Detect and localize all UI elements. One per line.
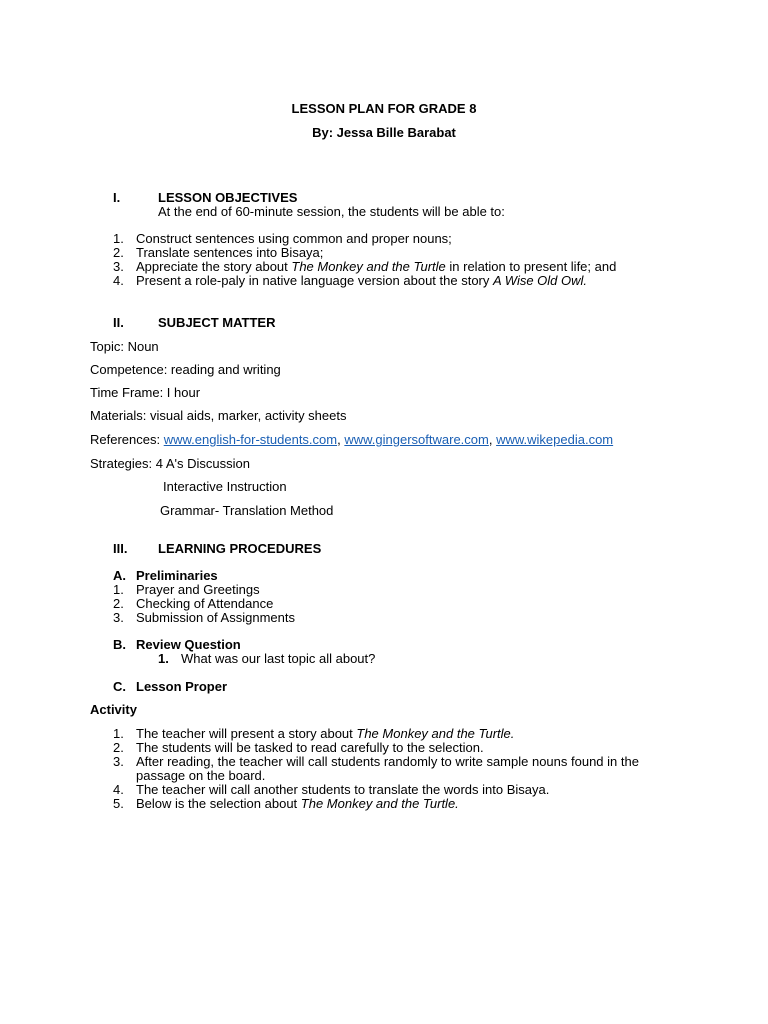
list-text: Prayer and Greetings <box>136 582 260 597</box>
list-number: 3. <box>113 259 124 274</box>
list-number: 1. <box>158 651 169 666</box>
section-numeral: III. <box>113 541 128 556</box>
list-number: 4. <box>113 273 124 288</box>
reference-link-english-for-students[interactable]: www.english-for-students.com <box>163 432 338 447</box>
list-text <box>136 274 587 288</box>
list-text: Construct sentences using common and proper nouns; <box>136 231 452 246</box>
list-text: Checking of Attendance <box>136 596 274 611</box>
text-run: Present a role-paly in native language version about the story <box>136 273 493 288</box>
list-number: 2. <box>113 596 124 611</box>
subsection-heading-review: Review Question <box>136 637 241 652</box>
subsection-heading-preliminaries: Preliminaries <box>136 568 218 583</box>
subsection-heading-lesson-proper: Lesson Proper <box>136 679 228 694</box>
strategy-item: Grammar- Translation Method <box>160 503 334 518</box>
story-title: The Monkey and the Turtle <box>291 259 446 274</box>
list-number: 2. <box>113 245 124 260</box>
list-text: The teacher will call another students to translate the words into Bisaya. <box>136 782 550 797</box>
section-heading-procedures: LEARNING PROCEDURES <box>158 541 322 556</box>
subsection-letter: C. <box>113 679 126 694</box>
references-line <box>90 433 613 447</box>
subsection-letter: B. <box>113 637 126 652</box>
list-number: 4. <box>113 782 124 797</box>
text-run: The teacher will present a story about <box>136 726 357 741</box>
list-text: Submission of Assignments <box>136 610 295 625</box>
text-run: in relation to present life; and <box>445 259 617 274</box>
document-author: By: Jessa Bille Barabat <box>312 125 456 140</box>
objectives-intro: At the end of 60-minute session, the students will be able to: <box>158 204 505 219</box>
strategies-line: Strategies: 4 A's Discussion <box>90 456 250 471</box>
list-text <box>136 797 459 811</box>
strategy-item: Interactive Instruction <box>163 479 287 494</box>
list-text: The students will be tasked to read carefully to the selection. <box>136 740 484 755</box>
list-text <box>136 260 616 274</box>
materials-line: Materials: visual aids, marker, activity sheets <box>90 408 347 423</box>
list-text-continuation: passage on the board. <box>136 768 266 783</box>
section-numeral: II. <box>113 315 124 330</box>
section-heading-subject: SUBJECT MATTER <box>158 315 276 330</box>
review-question: What was our last topic all about? <box>181 651 376 666</box>
section-numeral: I. <box>113 190 121 205</box>
list-number: 3. <box>113 754 124 769</box>
list-text: After reading, the teacher will call students randomly to write sample nouns found in the <box>136 754 639 769</box>
list-number: 1. <box>113 582 124 597</box>
reference-link-gingersoftware[interactable]: www.gingersoftware.com <box>344 432 489 447</box>
list-number: 5. <box>113 796 124 811</box>
section-heading-objectives: LESSON OBJECTIVES <box>158 190 298 205</box>
list-text <box>136 727 514 741</box>
references-label: References: <box>90 432 164 447</box>
topic-line: Topic: Noun <box>90 339 159 354</box>
separator: , <box>337 432 345 447</box>
separator: , <box>488 432 497 447</box>
list-number: 1. <box>113 726 124 741</box>
subsection-letter: A. <box>113 568 126 583</box>
list-number: 1. <box>113 231 124 246</box>
competence-line: Competence: reading and writing <box>90 362 281 377</box>
reference-link-wikepedia[interactable]: www.wikepedia.com <box>496 432 614 447</box>
list-number: 3. <box>113 610 124 625</box>
document-title: LESSON PLAN FOR GRADE 8 <box>291 101 477 116</box>
story-title: A Wise Old Owl. <box>493 273 588 288</box>
time-frame-line: Time Frame: I hour <box>90 385 201 400</box>
list-number: 2. <box>113 740 124 755</box>
text-run: Below is the selection about <box>136 796 301 811</box>
activity-heading: Activity <box>90 702 137 717</box>
list-text: Translate sentences into Bisaya; <box>136 245 324 260</box>
story-title: The Monkey and the Turtle. <box>300 796 459 811</box>
story-title: The Monkey and the Turtle. <box>356 726 515 741</box>
text-run: Appreciate the story about <box>136 259 292 274</box>
